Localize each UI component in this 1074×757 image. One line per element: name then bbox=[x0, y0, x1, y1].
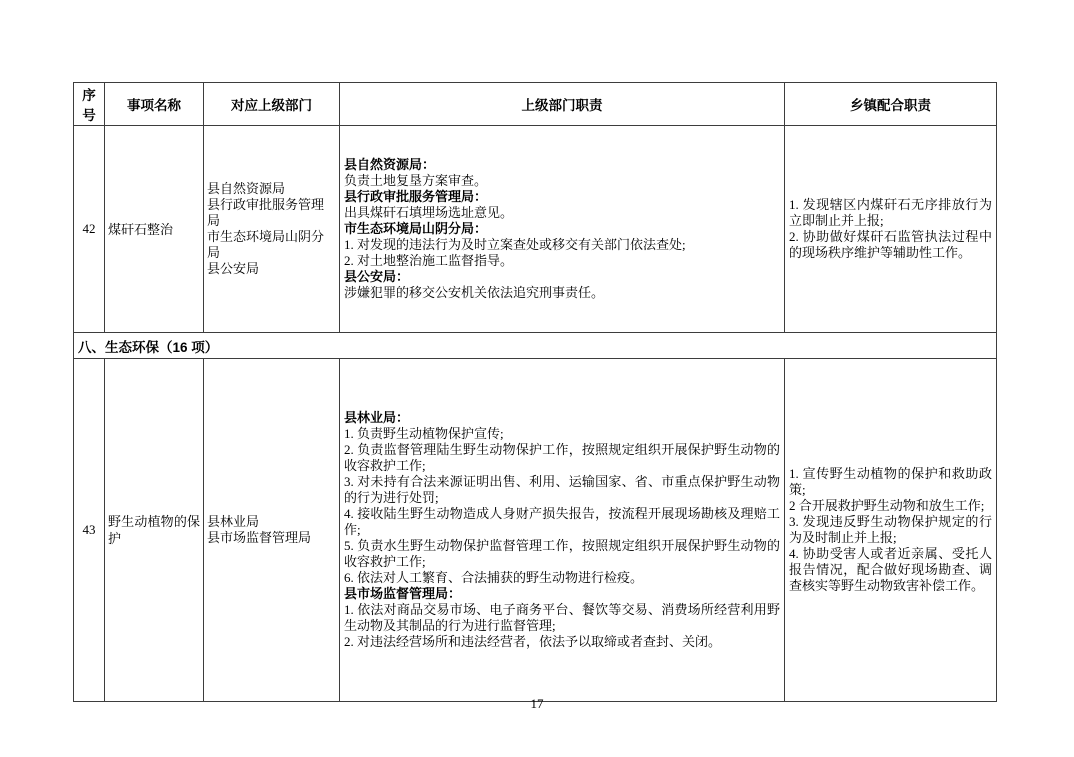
department-line: 县行政审批服务管理局 bbox=[207, 197, 325, 228]
township-duty-line: 4. 协助受害人或者近亲属、受托人报告情况，配合做好现场勘查、调查核实等野生动物致害补偿工作。 bbox=[789, 546, 992, 593]
duty-line: 2. 负责监督管理陆生野生动物保护工作，按照规定组织开展保护野生动物的收容救护工作; bbox=[344, 442, 780, 473]
header-superior-duties: 上级部门职责 bbox=[340, 83, 785, 126]
township-duty-line: 3. 发现违反野生动物保护规定的行为及时制止并上报; bbox=[789, 514, 992, 545]
duty-line: 县公安局： bbox=[344, 269, 410, 284]
duty-line: 4. 接收陆生野生动物造成人身财产损失报告，按流程开展现场勘核及理赔工作; bbox=[344, 506, 780, 537]
departments-cell bbox=[204, 126, 340, 333]
header-seq: 序号 bbox=[74, 83, 105, 126]
duty-line: 县行政审批服务管理局： bbox=[344, 189, 488, 204]
seq-cell: 43 bbox=[74, 359, 105, 702]
township-duty-line: 1. 宣传野生动植物的保护和救助政策; bbox=[789, 466, 992, 497]
item-name-cell: 野生动植物的保护 bbox=[105, 359, 204, 702]
duty-line: 涉嫌犯罪的移交公安机关依法追究刑事责任。 bbox=[344, 285, 605, 300]
duty-line: 6. 依法对人工繁育、合法捕获的野生动物进行检疫。 bbox=[344, 570, 644, 585]
superior-duties-cell bbox=[340, 126, 785, 333]
duty-line: 1. 对发现的违法行为及时立案查处或移交有关部门依法查处; bbox=[344, 237, 686, 252]
township-duty-line: 1. 发现辖区内煤矸石无序排放行为立即制止并上报; bbox=[789, 197, 992, 228]
item-name-cell: 煤矸石整治 bbox=[105, 126, 204, 333]
duty-line: 1. 依法对商品交易市场、电子商务平台、餐饮等交易、消费场所经营利用野生动物及其制品的行为进行监督管理; bbox=[344, 602, 780, 633]
superior-duties-cell bbox=[340, 359, 785, 702]
section-header-row bbox=[74, 333, 997, 359]
seq-cell: 42 bbox=[74, 126, 105, 333]
duty-line: 5. 负责水生野生动物保护监督管理工作，按照规定组织开展保护野生动物的收容救护工作; bbox=[344, 538, 780, 569]
duty-line: 1. 负责野生动植物保护宣传; bbox=[344, 426, 504, 441]
duty-line: 2. 对违法经营场所和违法经营者，依法予以取缔或者查封、关闭。 bbox=[344, 634, 722, 649]
table-row bbox=[74, 126, 997, 333]
responsibility-table bbox=[73, 82, 997, 702]
duty-line: 市生态环境局山阴分局： bbox=[344, 221, 488, 236]
duty-line: 县自然资源局： bbox=[344, 157, 436, 172]
department-line: 县公安局 bbox=[207, 261, 260, 276]
duty-line: 县市场监督管理局： bbox=[344, 586, 462, 601]
department-line: 县市场监督管理局 bbox=[207, 530, 312, 545]
duty-line: 县林业局： bbox=[344, 410, 410, 425]
table-row bbox=[74, 359, 997, 702]
header-departments: 对应上级部门 bbox=[204, 83, 340, 126]
township-duties-cell bbox=[785, 126, 997, 333]
table-header-row bbox=[74, 83, 997, 126]
section-header: 八、生态环保（16 项） bbox=[74, 333, 997, 359]
page-number: 17 bbox=[530, 696, 544, 711]
department-line: 县自然资源局 bbox=[207, 181, 286, 196]
duty-line: 3. 对未持有合法来源证明出售、利用、运输国家、省、市重点保护野生动物的行为进行处罚; bbox=[344, 474, 780, 505]
department-line: 市生态环境局山阴分局 bbox=[207, 229, 325, 260]
departments-cell bbox=[204, 359, 340, 702]
township-duties-cell bbox=[785, 359, 997, 702]
header-township-duties: 乡镇配合职责 bbox=[785, 83, 997, 126]
duty-line: 2. 对土地整治施工监督指导。 bbox=[344, 253, 514, 268]
duty-line: 负责土地复垦方案审查。 bbox=[344, 173, 488, 188]
department-line: 县林业局 bbox=[207, 514, 260, 529]
duty-line: 出具煤矸石填埋场选址意见。 bbox=[344, 205, 514, 220]
header-item-name: 事项名称 bbox=[105, 83, 204, 126]
township-duty-line: 2. 协助做好煤矸石监管执法过程中的现场秩序维护等辅助性工作。 bbox=[789, 229, 992, 260]
township-duty-line: 2 合开展救护野生动物和放生工作; bbox=[789, 498, 985, 513]
